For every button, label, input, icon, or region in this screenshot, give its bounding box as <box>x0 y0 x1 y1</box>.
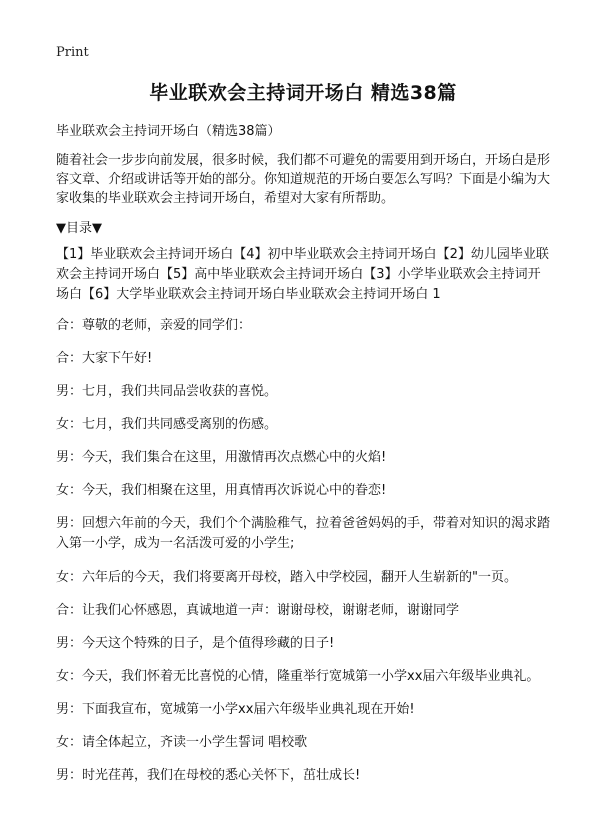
toc-link-1[interactable]: 【1】毕业联欢会主持词开场白 <box>56 247 234 262</box>
section-heading: 毕业联欢会主持词开场白 1 <box>285 287 441 302</box>
toc-heading[interactable]: ▼目录▼ <box>56 221 102 236</box>
script-line: 男：今天，我们集合在这里，用激情再次点燃心中的火焰! <box>56 450 387 465</box>
script-line: 合：大家下午好! <box>56 351 153 366</box>
toc-link-2[interactable]: 【2】幼儿园毕业联欢会主持词开场白 <box>56 247 549 282</box>
script-line: 女：今天，我们相聚在这里，用真情再次诉说心中的眷恋! <box>56 483 387 498</box>
script-line: 合：尊敬的老师，亲爱的同学们： <box>56 318 252 333</box>
script-lines <box>56 316 550 799</box>
script-line: 男：时光荏苒，我们在母校的悉心关怀下，茁壮成长! <box>56 768 361 783</box>
script-line: 女：请全体起立，齐读一小学生誓词 唱校歌 <box>56 735 308 750</box>
script-line: 女：七月，我们共同感受离别的伤感。 <box>56 417 278 432</box>
toc-link-5[interactable]: 【5】高中毕业联欢会主持词开场白 <box>160 267 364 282</box>
print-link[interactable]: Print <box>56 45 89 60</box>
script-line: 男：今天这个特殊的日子，是个值得珍藏的日子! <box>56 636 335 651</box>
toc-link-3[interactable]: 【3】小学毕业联欢会主持词开场白 <box>56 267 541 302</box>
toc-link-6[interactable]: 【6】大学毕业联欢会主持词开场白 <box>82 287 286 302</box>
script-line: 合：让我们心怀感恩，真诚地道一声：谢谢母校，谢谢老师，谢谢同学 <box>56 603 460 618</box>
script-line: 女：六年后的今天，我们将要离开母校，踏入中学校园，翻开人生崭新的"一页。 <box>56 570 517 585</box>
toc-link-4[interactable]: 【4】初中毕业联欢会主持词开场白 <box>233 247 437 262</box>
intro-paragraph: 随着社会一步步向前发展，很多时候，我们都不可避免的需要用到开场白，开场白是形容文章、介绍或讲话等开始的部分。你知道规范的开场白要怎么写吗？下面是小编为大家收集的毕业联欢会主持词开场白，希望对大家有所帮助。 <box>56 153 551 206</box>
script-line: 男：下面我宣布，宽城第一小学xx届六年级毕业典礼现在开始! <box>56 702 415 717</box>
page-title: 毕业联欢会主持词开场白 精选38篇 <box>149 82 457 104</box>
table-of-contents <box>56 245 550 305</box>
subtitle: 毕业联欢会主持词开场白（精选38篇） <box>56 124 281 139</box>
script-line: 男：七月，我们共同品尝收获的喜悦。 <box>56 384 278 399</box>
script-line: 男：回想六年前的今天，我们个个满脸稚气，拉着爸爸妈妈的手，带着对知识的渴求踏入第一小学，成为一名活泼可爱的小学生; <box>56 516 551 551</box>
script-line: 女：今天，我们怀着无比喜悦的心情，隆重举行宽城第一小学xx届六年级毕业典礼。 <box>56 669 540 684</box>
